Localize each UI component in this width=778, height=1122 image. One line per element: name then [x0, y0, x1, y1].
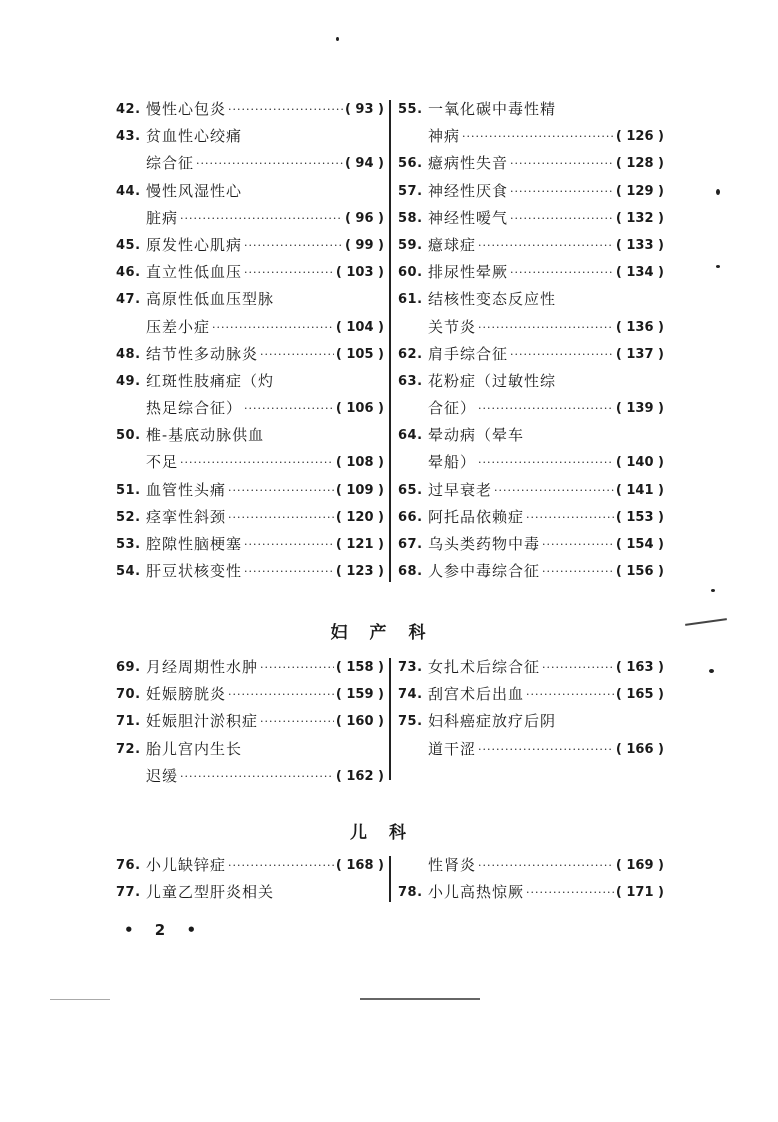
entry-title: 慢性心包炎	[146, 100, 227, 118]
toc-entry[interactable]	[398, 96, 664, 123]
entry-number: 60.	[398, 265, 423, 281]
entry-title: 癔球症	[428, 235, 477, 254]
toc-entry[interactable]	[398, 259, 664, 286]
toc-column-left-obgyn	[116, 654, 384, 790]
leader-dots	[526, 879, 614, 906]
toc-entry[interactable]	[116, 341, 384, 368]
entry-title: 过早衰老	[428, 480, 493, 499]
toc-entry[interactable]	[116, 314, 384, 341]
leader-dots	[510, 178, 614, 205]
entry-title: 原发性心肌病	[146, 235, 243, 254]
toc-entry[interactable]	[116, 368, 384, 395]
entry-title: 椎-基底动脉供血	[146, 426, 265, 445]
entry-page-ref: ( 159 )	[335, 687, 384, 703]
toc-entry[interactable]	[116, 96, 384, 123]
entry-title: 女扎术后综合征	[428, 658, 541, 676]
toc-entry[interactable]	[398, 449, 664, 476]
entry-page-ref: ( 162 )	[335, 768, 384, 784]
entry-title: 结节性多动脉炎	[146, 344, 259, 363]
toc-entry[interactable]	[116, 422, 384, 449]
entry-page-ref: ( 168 )	[335, 858, 384, 873]
entry-title: 一氧化碳中毒性精	[428, 100, 557, 118]
column-divider	[389, 658, 391, 780]
entry-title: 合征）	[428, 399, 477, 418]
entry-page-ref: ( 166 )	[615, 741, 664, 757]
entry-number: 42.	[116, 102, 141, 117]
entry-page-ref: ( 171 )	[615, 885, 664, 901]
toc-entry[interactable]	[116, 286, 384, 313]
scan-speck	[709, 669, 714, 673]
entry-title: 神经性厌食	[428, 181, 509, 200]
leader-dots	[542, 558, 614, 585]
scan-rule	[50, 999, 110, 1000]
entry-page-ref: ( 96 )	[344, 210, 384, 226]
entry-number: 57.	[398, 183, 423, 199]
entry-number: 56.	[398, 156, 423, 172]
entry-title: 慢性风湿性心	[146, 181, 243, 200]
toc-entry[interactable]	[116, 681, 384, 708]
entry-page-ref: ( 93 )	[344, 102, 384, 117]
entry-title: 红斑性肢痛症（灼	[146, 371, 275, 390]
toc-entry[interactable]	[398, 205, 664, 232]
toc-entry[interactable]	[116, 531, 384, 558]
toc-entry[interactable]	[398, 341, 664, 368]
entry-title: 月经周期性水肿	[146, 658, 259, 676]
entry-number: 67.	[398, 537, 423, 552]
column-divider	[389, 856, 391, 902]
entry-page-ref: ( 156 )	[615, 564, 664, 580]
toc-entry[interactable]	[116, 123, 384, 150]
entry-title: 阿托品依赖症	[428, 507, 525, 526]
leader-dots	[478, 736, 614, 763]
entry-title: 排尿性晕厥	[428, 263, 509, 282]
entry-page-ref: ( 126 )	[615, 129, 664, 145]
leader-dots	[478, 449, 614, 476]
leader-dots	[478, 232, 614, 259]
entry-number: 76.	[116, 858, 141, 873]
entry-title: 综合征	[146, 154, 195, 173]
entry-number: 47.	[116, 292, 141, 308]
leader-dots	[260, 708, 334, 735]
leader-dots	[510, 259, 614, 286]
toc-entry[interactable]	[116, 852, 384, 879]
entry-number: 64.	[398, 428, 423, 444]
entry-title: 胎儿宫内生长	[146, 739, 243, 758]
entry-title: 刮宫术后出血	[428, 685, 525, 704]
entry-title: 结核性变态反应性	[428, 290, 557, 309]
leader-dots	[228, 477, 334, 504]
leader-dots	[228, 681, 334, 708]
leader-dots	[526, 504, 614, 531]
entry-page-ref: ( 153 )	[615, 509, 664, 525]
entry-page-ref: ( 108 )	[335, 455, 384, 471]
toc-entry[interactable]	[116, 879, 384, 906]
leader-dots	[526, 681, 614, 708]
toc-entry[interactable]	[116, 449, 384, 476]
toc-column-right-pediatrics	[398, 852, 664, 906]
entry-title: 肩手综合征	[428, 344, 509, 363]
scan-speck	[716, 265, 720, 268]
toc-entry[interactable]	[116, 504, 384, 531]
leader-dots	[180, 763, 334, 790]
entry-page-ref: ( 99 )	[344, 237, 384, 253]
entry-page-ref: ( 140 )	[615, 455, 664, 471]
toc-entry[interactable]	[116, 763, 384, 790]
entry-number: 69.	[116, 660, 141, 675]
leader-dots	[478, 395, 614, 422]
entry-page-ref: ( 136 )	[615, 319, 664, 335]
leader-dots	[244, 395, 334, 422]
entry-page-ref: ( 109 )	[335, 482, 384, 498]
entry-number: 77.	[116, 885, 141, 901]
toc-entry[interactable]	[116, 178, 384, 205]
entry-number: 61.	[398, 292, 423, 308]
entry-number: 70.	[116, 687, 141, 703]
entry-number: 63.	[398, 373, 423, 389]
entry-title: 儿童乙型肝炎相关	[146, 883, 275, 902]
toc-entry[interactable]	[398, 178, 664, 205]
toc-entry[interactable]	[116, 395, 384, 422]
entry-page-ref: ( 123 )	[335, 564, 384, 580]
leader-dots	[478, 852, 614, 879]
entry-page-ref: ( 137 )	[615, 346, 664, 362]
entry-page-ref: ( 132 )	[615, 210, 664, 226]
entry-number: 72.	[116, 741, 141, 757]
toc-entry[interactable]	[398, 123, 664, 150]
entry-title: 肝豆状核变性	[146, 562, 243, 581]
toc-entry[interactable]	[398, 477, 664, 504]
entry-page-ref: ( 129 )	[615, 183, 664, 199]
entry-page-ref: ( 133 )	[615, 237, 664, 253]
toc-entry[interactable]	[398, 736, 664, 763]
entry-number: 71.	[116, 714, 141, 730]
entry-number: 45.	[116, 237, 141, 253]
entry-number: 55.	[398, 102, 423, 117]
entry-page-ref: ( 158 )	[335, 660, 384, 675]
toc-entry[interactable]	[398, 422, 664, 449]
entry-title: 迟缓	[146, 766, 179, 785]
entry-page-ref: ( 165 )	[615, 687, 664, 703]
leader-dots	[244, 232, 343, 259]
toc-entry[interactable]	[398, 150, 664, 177]
entry-title: 关节炎	[428, 317, 477, 336]
toc-column-right-obgyn	[398, 654, 664, 763]
leader-dots	[462, 123, 614, 150]
entry-page-ref: ( 169 )	[615, 858, 664, 873]
entry-title: 不足	[146, 453, 179, 472]
entry-number: 52.	[116, 509, 141, 525]
entry-title: 痉挛性斜颈	[146, 507, 227, 526]
toc-entry[interactable]	[116, 477, 384, 504]
entry-number: 44.	[116, 183, 141, 199]
leader-dots	[478, 314, 614, 341]
scan-speck	[336, 37, 339, 41]
entry-number: 53.	[116, 537, 141, 552]
scan-rule	[360, 998, 480, 1000]
entry-title: 癔病性失音	[428, 154, 509, 173]
entry-page-ref: ( 94 )	[344, 156, 384, 172]
toc-entry[interactable]	[116, 259, 384, 286]
toc-column-right-internal	[398, 96, 664, 585]
entry-number: 65.	[398, 482, 423, 498]
entry-title: 直立性低血压	[146, 263, 243, 282]
entry-page-ref: ( 104 )	[335, 319, 384, 335]
entry-page-ref: ( 141 )	[615, 482, 664, 498]
entry-page-ref: ( 106 )	[335, 401, 384, 417]
entry-page-ref: ( 103 )	[335, 265, 384, 281]
entry-page-ref: ( 120 )	[335, 509, 384, 525]
entry-title: 热足综合征）	[146, 399, 243, 418]
toc-entry[interactable]	[398, 286, 664, 313]
entry-title: 妇科癌症放疗后阴	[428, 712, 557, 731]
leader-dots	[228, 852, 334, 879]
entry-page-ref: ( 139 )	[615, 401, 664, 417]
entry-title: 晕船）	[428, 453, 477, 472]
entry-number: 58.	[398, 210, 423, 226]
entry-number: 43.	[116, 129, 141, 145]
toc-entry[interactable]	[398, 314, 664, 341]
leader-dots	[180, 449, 334, 476]
entry-title: 脏病	[146, 208, 179, 227]
entry-number: 75.	[398, 714, 423, 730]
toc-entry[interactable]	[116, 654, 384, 681]
leader-dots	[228, 504, 334, 531]
entry-title: 压差小症	[146, 317, 211, 336]
toc-column-left-internal	[116, 96, 384, 585]
entry-title: 神病	[428, 127, 461, 146]
toc-entry[interactable]	[398, 368, 664, 395]
leader-dots	[494, 477, 614, 504]
entry-title: 晕动病（晕车	[428, 426, 525, 445]
leader-dots	[510, 205, 614, 232]
entry-number: 48.	[116, 346, 141, 362]
entry-title: 小儿高热惊厥	[428, 883, 525, 902]
leader-dots	[180, 205, 343, 232]
leader-dots	[244, 259, 334, 286]
entry-number: 54.	[116, 564, 141, 580]
entry-title: 小儿缺锌症	[146, 856, 227, 874]
leader-dots	[542, 531, 614, 558]
entry-page-ref: ( 121 )	[335, 537, 384, 552]
toc-entry[interactable]	[116, 205, 384, 232]
entry-page-ref: ( 128 )	[615, 156, 664, 172]
toc-column-left-pediatrics	[116, 852, 384, 906]
entry-title: 乌头类药物中毒	[428, 535, 541, 553]
toc-entry[interactable]	[398, 232, 664, 259]
toc-entry[interactable]	[116, 150, 384, 177]
entry-number: 62.	[398, 346, 423, 362]
section-heading-pediatrics: 儿科	[350, 823, 428, 843]
leader-dots	[542, 654, 614, 681]
entry-title: 血管性头痛	[146, 480, 227, 499]
entry-title: 人参中毒综合征	[428, 562, 541, 581]
entry-title: 高原性低血压型脉	[146, 290, 275, 309]
entry-title: 腔隙性脑梗塞	[146, 535, 243, 553]
entry-number: 66.	[398, 509, 423, 525]
entry-page-ref: ( 163 )	[615, 660, 664, 675]
leader-dots	[212, 314, 334, 341]
scan-speck	[711, 589, 715, 592]
toc-entry[interactable]	[116, 232, 384, 259]
toc-entry[interactable]	[398, 504, 664, 531]
entry-page-ref: ( 134 )	[615, 265, 664, 281]
leader-dots	[510, 341, 614, 368]
toc-entry[interactable]	[398, 681, 664, 708]
toc-entry[interactable]	[398, 558, 664, 585]
page-number: • 2 •	[124, 921, 205, 939]
toc-entry[interactable]	[116, 736, 384, 763]
entry-number: 49.	[116, 373, 141, 389]
entry-number: 78.	[398, 885, 423, 901]
leader-dots	[510, 150, 614, 177]
entry-page-ref: ( 105 )	[335, 346, 384, 362]
entry-title: 贫血性心绞痛	[146, 127, 243, 146]
entry-title: 妊娠膀胱炎	[146, 685, 227, 704]
entry-page-ref: ( 154 )	[615, 537, 664, 552]
entry-number: 68.	[398, 564, 423, 580]
leader-dots	[244, 558, 334, 585]
entry-page-ref: ( 160 )	[335, 714, 384, 730]
toc-entry[interactable]	[398, 395, 664, 422]
toc-entry[interactable]	[398, 708, 664, 735]
toc-entry[interactable]	[398, 654, 664, 681]
leader-dots	[228, 96, 343, 123]
column-divider	[389, 100, 391, 582]
entry-title: 性肾炎	[428, 856, 477, 874]
entry-title: 妊娠胆汁淤积症	[146, 712, 259, 731]
entry-number: 73.	[398, 660, 423, 675]
entry-number: 50.	[116, 428, 141, 444]
leader-dots	[196, 150, 343, 177]
entry-title: 神经性嗳气	[428, 208, 509, 227]
entry-number: 51.	[116, 482, 141, 498]
toc-entry[interactable]	[116, 558, 384, 585]
toc-entry[interactable]	[398, 879, 664, 906]
toc-entry[interactable]	[116, 708, 384, 735]
entry-number: 59.	[398, 237, 423, 253]
toc-entry[interactable]	[398, 852, 664, 879]
entry-title: 道干涩	[428, 739, 477, 758]
entry-number: 46.	[116, 265, 141, 281]
scan-speck	[716, 189, 720, 195]
leader-dots	[244, 531, 334, 558]
entry-number: 74.	[398, 687, 423, 703]
section-heading-obgyn: 妇产科	[330, 623, 448, 643]
leader-dots	[260, 341, 334, 368]
entry-title: 花粉症（过敏性综	[428, 371, 557, 390]
toc-entry[interactable]	[398, 531, 664, 558]
leader-dots	[260, 654, 334, 681]
